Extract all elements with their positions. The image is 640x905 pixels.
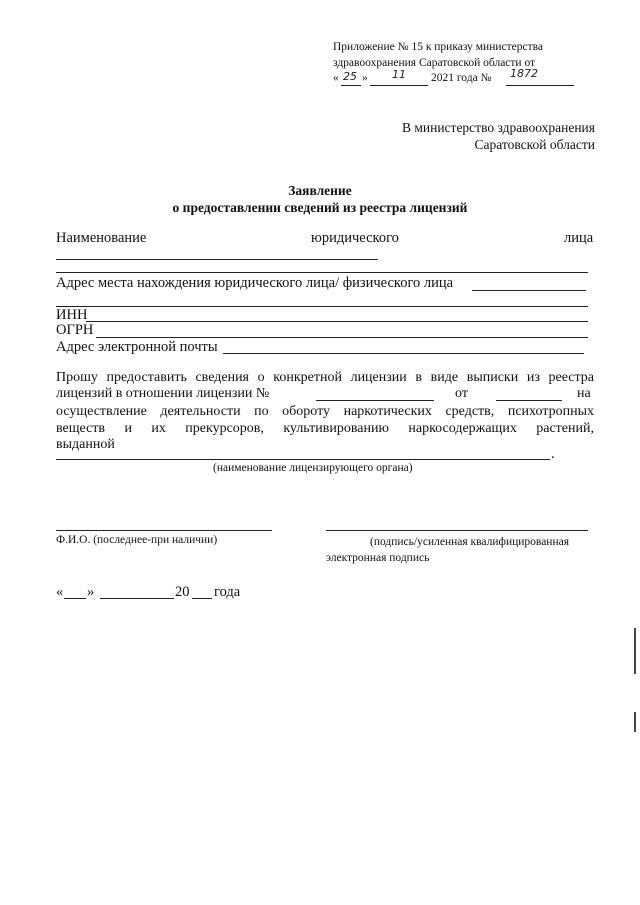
signature-caption-line-2: электронная подпись bbox=[326, 552, 430, 564]
appendix-line-2: здравоохранения Саратовской области от bbox=[333, 57, 536, 69]
request-line-4: веществ и их прекурсоров, культивированию наркосодержащих растений, bbox=[56, 421, 594, 436]
footer-date-open: « bbox=[56, 584, 64, 600]
request-line-5: выданной bbox=[56, 437, 115, 452]
appendix-date-day: 25 bbox=[343, 70, 357, 83]
footer-century: 20 bbox=[175, 584, 190, 600]
appendix-number-line bbox=[506, 85, 574, 86]
ogrn-field[interactable] bbox=[96, 337, 588, 338]
appendix-order-number: 1872 bbox=[510, 67, 538, 80]
footer-year-word: года bbox=[214, 584, 241, 600]
appendix-date-close: » bbox=[362, 72, 368, 84]
inn-field[interactable] bbox=[86, 321, 588, 322]
addressee-line-2: Саратовской области bbox=[474, 137, 595, 152]
fio-field[interactable] bbox=[56, 530, 272, 531]
address-line-2[interactable] bbox=[56, 306, 588, 307]
appendix-day-line bbox=[341, 85, 361, 86]
footer-year-field[interactable] bbox=[192, 598, 212, 599]
document-subtitle: о предоставлении сведений из реестра лицензий bbox=[172, 200, 468, 215]
ogrn-label: ОГРН bbox=[56, 322, 94, 338]
signature-field[interactable] bbox=[326, 530, 588, 531]
scan-edge-mark-2 bbox=[634, 712, 636, 732]
inn-label: ИНН bbox=[56, 307, 88, 323]
license-number-field[interactable] bbox=[316, 400, 434, 401]
appendix-date-year: 2021 года № bbox=[431, 72, 492, 84]
appendix-month-line bbox=[370, 85, 428, 86]
request-line-2-a: лицензий в отношении лицензии № bbox=[56, 386, 270, 401]
scan-edge-mark-1 bbox=[634, 628, 636, 674]
request-line-3: осуществление деятельности по обороту наркотических средств, психотропных bbox=[56, 404, 594, 419]
licensing-organ-field[interactable] bbox=[56, 459, 550, 460]
license-date-field[interactable] bbox=[496, 400, 562, 401]
email-label: Адрес электронной почты bbox=[56, 339, 218, 355]
footer-date-close: » bbox=[87, 584, 95, 600]
address-label: Адрес места нахождения юридического лица/ физического лица bbox=[56, 275, 454, 291]
email-field[interactable] bbox=[223, 353, 584, 354]
signature-caption-line-1: (подпись/усиленная квалифицированная bbox=[370, 536, 569, 548]
fio-caption: Ф.И.О. (последнее-при наличии) bbox=[56, 534, 218, 546]
appendix-line-1: Приложение № 15 к приказу министерства bbox=[333, 41, 544, 53]
request-line-2-b: от bbox=[455, 386, 468, 401]
addressee-line-1: В министерство здравоохранения bbox=[401, 120, 595, 135]
name-line-2[interactable] bbox=[56, 272, 588, 273]
request-line-1: Прошу предоставить сведения о конкретной лицензии в виде выписки из реестра bbox=[56, 370, 594, 385]
request-line-2-c: на bbox=[577, 386, 591, 401]
appendix-date-month: 11 bbox=[392, 68, 406, 81]
name-label-word-3: лица bbox=[564, 230, 594, 246]
licensing-organ-caption: (наименование лицензирующего органа) bbox=[213, 462, 413, 474]
appendix-date-open: « bbox=[333, 72, 339, 84]
name-label-word-2: юридического bbox=[311, 230, 399, 246]
licensing-organ-period: . bbox=[551, 446, 555, 462]
document-title: Заявление bbox=[288, 183, 352, 198]
footer-day-field[interactable] bbox=[64, 598, 86, 599]
name-line-1[interactable] bbox=[56, 259, 378, 260]
address-line-1[interactable] bbox=[472, 290, 586, 291]
name-label-word-1: Наименование bbox=[56, 230, 147, 246]
footer-month-field[interactable] bbox=[100, 598, 174, 599]
